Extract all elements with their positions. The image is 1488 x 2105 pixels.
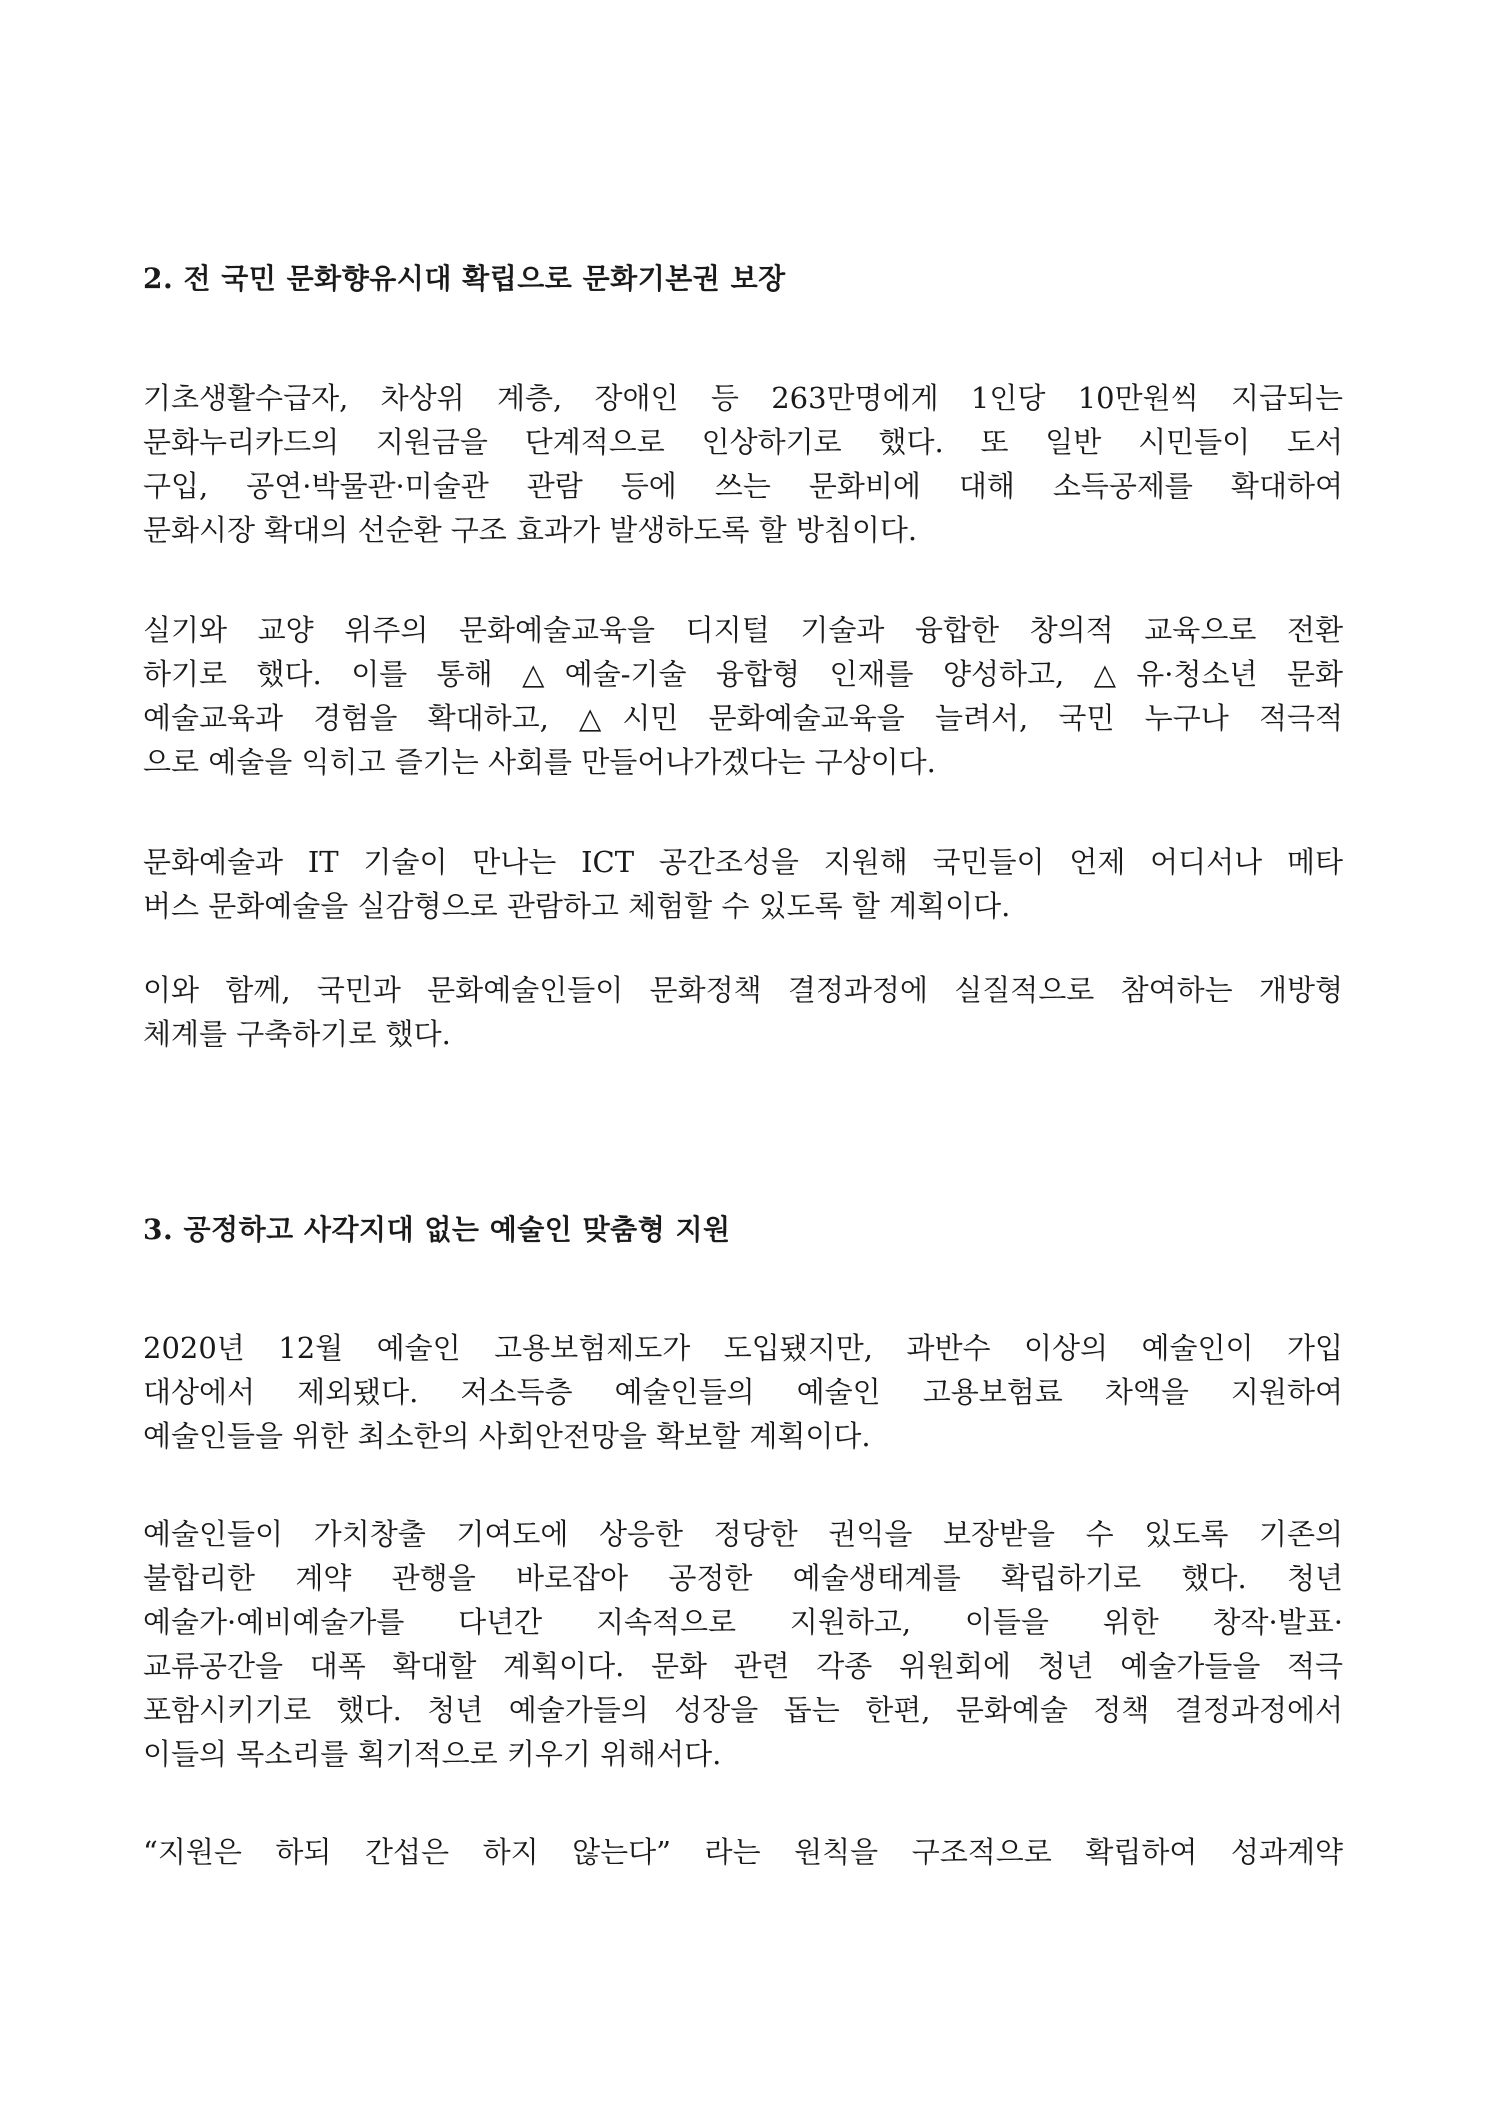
text-line: 2020년 12월 예술인 고용보험제도가 도입됐지만, 과반수 이상의 예술인이 가입 [143, 1331, 1343, 1365]
section-2-heading: 2. 전 국민 문화향유시대 확립으로 문화기본권 보장 [143, 262, 786, 295]
text-line: 체계를 구축하기로 했다. [143, 1017, 451, 1051]
text-line: 으로 예술을 익히고 즐기는 사회를 만들어나가겠다는 구상이다. [143, 745, 936, 779]
text-line: 문화누리카드의 지원금을 단계적으로 인상하기로 했다. 또 일반 시민들이 도서 [143, 425, 1343, 459]
text-line: 예술인들이 가치창출 기여도에 상응한 정당한 권익을 보장받을 수 있도록 기존의 [143, 1517, 1343, 1551]
text-line: 실기와 교양 위주의 문화예술교육을 디지털 기술과 융합한 창의적 교육으로 전환 [143, 613, 1343, 647]
section-3-paragraph-3 [143, 1830, 1343, 1874]
text-line: 문화시장 확대의 선순환 구조 효과가 발생하도록 할 방침이다. [143, 513, 918, 547]
section-3-paragraph-2 [143, 1512, 1343, 1776]
text-line: 예술교육과 경험을 확대하고, △시민 문화예술교육을 늘려서, 국민 누구나 적극적 [143, 701, 1343, 735]
text-line: “지원은 하되 간섭은 하지 않는다” 라는 원칙을 구조적으로 확립하여 성과계약 [143, 1835, 1343, 1869]
section-2-paragraph-2 [143, 608, 1343, 784]
text-line: 예술가·예비예술가를 다년간 지속적으로 지원하고, 이들을 위한 창작·발표· [143, 1605, 1343, 1639]
text-line: 교류공간을 대폭 확대할 계획이다. 문화 관련 각종 위원회에 청년 예술가들을 적극 [143, 1649, 1343, 1683]
text-line: 대상에서 제외됐다. 저소득층 예술인들의 예술인 고용보험료 차액을 지원하여 [143, 1375, 1343, 1409]
text-line: 불합리한 계약 관행을 바로잡아 공정한 예술생태계를 확립하기로 했다. 청년 [143, 1561, 1343, 1595]
text-line: 버스 문화예술을 실감형으로 관람하고 체험할 수 있도록 할 계획이다. [143, 889, 1011, 923]
text-line: 구입, 공연·박물관·미술관 관람 등에 쓰는 문화비에 대해 소득공제를 확대하여 [143, 469, 1343, 503]
section-2-paragraph-4 [143, 968, 1343, 1056]
text-line: 문화예술과 IT 기술이 만나는 ICT 공간조성을 지원해 국민들이 언제 어디서나 메타 [143, 845, 1343, 879]
text-line: 기초생활수급자, 차상위 계층, 장애인 등 263만명에게 1인당 10만원씩 지급되는 [143, 381, 1343, 415]
text-line: 하기로 했다. 이를 통해 △예술-기술 융합형 인재를 양성하고, △유·청소년 문화 [143, 657, 1343, 691]
text-line: 이들의 목소리를 획기적으로 키우기 위해서다. [143, 1737, 722, 1771]
text-line: 포함시키기로 했다. 청년 예술가들의 성장을 돕는 한편, 문화예술 정책 결정과정에서 [143, 1693, 1343, 1727]
section-3-heading: 3. 공정하고 사각지대 없는 예술인 맞춤형 지원 [143, 1213, 731, 1246]
text-line: 예술인들을 위한 최소한의 사회안전망을 확보할 계획이다. [143, 1419, 871, 1453]
text-line: 이와 함께, 국민과 문화예술인들이 문화정책 결정과정에 실질적으로 참여하는 개방형 [143, 973, 1343, 1007]
section-3-paragraph-1 [143, 1326, 1343, 1458]
section-2-paragraph-1 [143, 376, 1343, 552]
section-2-paragraph-3 [143, 840, 1343, 928]
